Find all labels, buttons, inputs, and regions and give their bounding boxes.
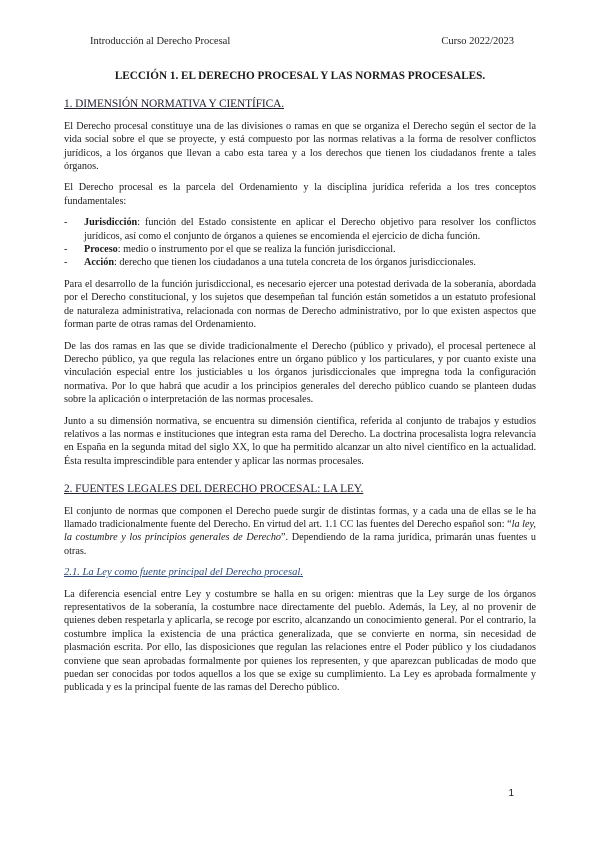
concept-definition: : medio o instrumento por el que se realiza la función jurisdiccional. [117,244,396,256]
concept-item-jurisdiccion: - Jurisdicción: función del Estado consistente en aplicar el Derecho objetivo para resolver los conflictos jurídicos, así como el conjunto de órganos a quienes se encomienda el ejercicio de dicha función. [64,217,536,242]
header-academic-year: Curso 2022/2023 [441,36,514,47]
page-number: 1 [508,788,514,799]
section-1-paragraph-2: El Derecho procesal es la parcela del Ordenamiento y la disciplina jurídica referida a los tres conceptos fundamentales: [64,182,536,207]
header-course-title: Introducción al Derecho Procesal [90,36,231,47]
fundamental-concepts-list [64,216,536,270]
section-1-paragraph-1: El Derecho procesal constituye una de las divisiones o ramas en que se organiza el Derecho según el sector de la vida social sobre el que se proyecte, y está compuesto por las normas relativas a la forma de resolver conflictos jurídicos, a los órganos que llevan a cabo esta tarea y a los derechos que tienen los ciudadanos frente a tales órganos. [64,120,536,173]
section-1-paragraph-3: Para el desarrollo de la función jurisdiccional, es necesario ejercer una potestad derivada de la soberanía, abordada por el Derecho constitucional, y los sujetos que desempeñan tal función están sometidos a un estatuto profesional de naturaleza administrativa, relacionada con normas de Derecho administrativo, por lo que existen aspectos que forman parte de otras ramas del Ordenamiento. [64,278,536,331]
section-1-paragraph-4: De las dos ramas en las que se divide tradicionalmente el Derecho (público y privado), el procesal pertenece al Derecho público, ya que regula las relaciones entre un órgano público y los particulares, y por cuanto existe una vinculación especial entre los justiciables u los órganos jurisdiccionales que impregna toda la configuración normativa. Por lo que habrá que acudir a los principios generales del derecho público cuando se planteen dudas sobre la aplicación o interpretación de las normas procesales. [64,340,536,406]
lesson-title: LECCIÓN 1. EL DERECHO PROCESAL Y LAS NORMAS PROCESALES. [114,70,486,82]
section-2-heading: 2. FUENTES LEGALES DEL DERECHO PROCESAL: LA LEY. [64,483,364,496]
section-2-paragraph-1: El conjunto de normas que componen el Derecho puede surgir de distintas formas, y a cada una de ellas se le ha llamado tradicionalmente fuente del Derecho. En virtud del art. 1.1 CC las fuentes del Derecho español son: “la ley, la costumbre y los principios generales de Derecho”. Dependiendo de la rama jurídica, primarán unas fuentes u otras. [64,505,536,557]
section-1-paragraph-5: Junto a su dimensión normativa, se encuentra su dimensión científica, referida al conjunto de trabajos y estudios relativos a las normas e instituciones que integran esta rama del Derecho. La doctrina procesalista logra relevancia en España en la segunda mitad del siglo XX, lo que ha permitido alcanzar un alto nivel científico en la actualidad. Ésta resulta imprescindible para entender y aplicar las normas procesales. [64,415,536,467]
concept-term: Proceso [84,244,118,256]
legal-sources-quote: la ley, la costumbre y los principios generales de Derecho [64,518,536,544]
concept-item-accion: - Acción: derecho que tienen los ciudadanos a una tutela concreta de los órganos jurisdiccionales. [64,257,476,269]
document-body [64,70,536,703]
section-2-paragraph-2: La diferencia esencial entre Ley y costumbre se halla en su origen: mientras que la Ley surge de los órganos representativos de la soberanía, la costumbre nace directamente del pueblo. Además, la Ley, al no provenir de quienes deben respetarla y aplicarla, se recoge por escrito, alcanzando un conocimiento general. Por el contrario, la costumbre implica la existencia de una práctica generalizada, que se convierte en norma, sin necesidad de plasmación escrita. Por ello, las disposiciones que regulan las relaciones entre el Poder público y los ciudadanos conviene que sean aprobadas formalmente por quienes los representen, y que aparezcan publicadas de modo que puedan ser conocidas por todos aquellos a los que se exige su cumplimiento. La Ley es aprobada formalmente y publicada y es la principal fuente de las ramas del Derecho público. [64,588,536,694]
concept-term: Acción [84,257,114,269]
concept-definition: : derecho que tienen los ciudadanos a una tutela concreta de los órganos jurisdiccionales. [114,257,476,269]
concept-item-proceso: - Proceso: medio o instrumento por el que se realiza la función jurisdiccional. [64,244,396,256]
subsection-2-1-heading: 2.1. La Ley como fuente principal del Derecho procesal. [64,567,303,579]
concept-term: Jurisdicción [84,217,138,229]
concept-definition: : función del Estado consistente en aplicar el Derecho objetivo para resolver los conflictos jurídicos, así como el conjunto de órganos a quienes se encomienda el ejercicio de dicha función. [84,217,536,242]
page-header [90,36,514,47]
section-1-heading: 1. DIMENSIÓN NORMATIVA Y CIENTÍFICA. [64,98,284,111]
